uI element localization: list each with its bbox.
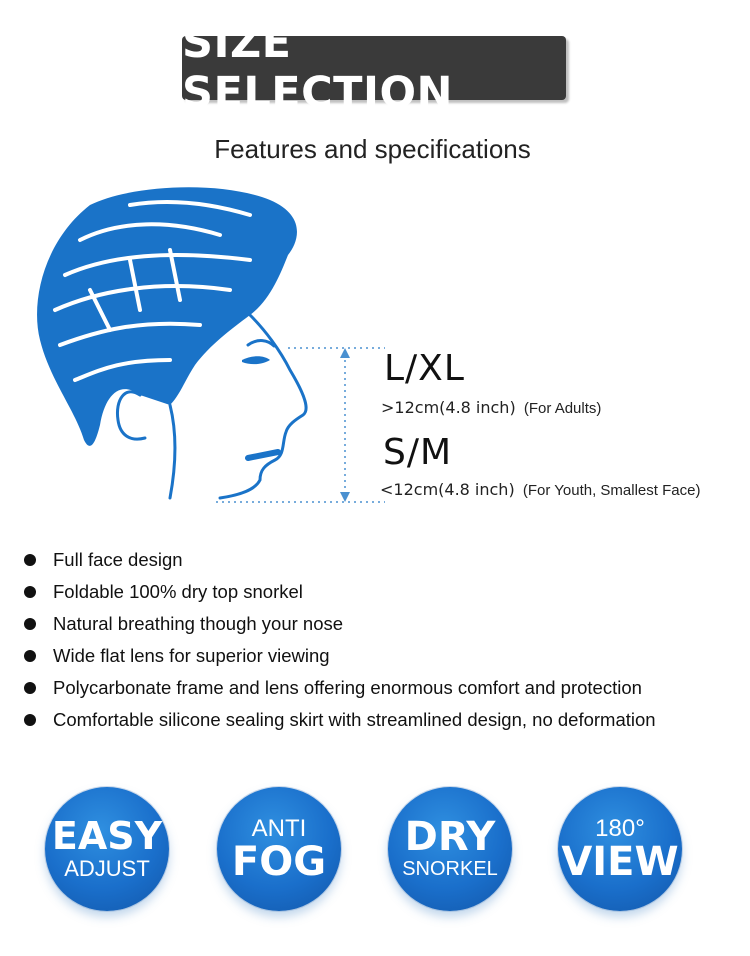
feature-item: Comfortable silicone sealing skirt with streamlined design, no deformation (24, 704, 656, 736)
bullet-icon (24, 618, 36, 630)
page-title: SIZE SELECTION (182, 18, 454, 118)
size-label-sm: S/M (383, 432, 453, 473)
size-label-lxl: L/XL (384, 348, 465, 389)
bullet-icon (24, 554, 36, 566)
feature-list (24, 544, 656, 736)
title-banner (182, 18, 566, 118)
badge-anti-fog: ANTI FOG (217, 787, 341, 911)
feature-item: Polycarbonate frame and lens offering enormous comfort and protection (24, 672, 656, 704)
badge-180-view: 180° VIEW (558, 787, 682, 911)
bullet-icon (24, 586, 36, 598)
badge-easy-adjust: EASY ADJUST (45, 787, 169, 911)
feature-item: Foldable 100% dry top snorkel (24, 576, 656, 608)
feature-item: Natural breathing though your nose (24, 608, 656, 640)
size-note-sm: (For Youth, Smallest Face) (522, 482, 701, 499)
size-measure-lxl: >12cm(4.8 inch) (381, 398, 516, 417)
head-profile-illustration (20, 180, 400, 510)
feature-item: Full face design (24, 544, 656, 576)
badge-dry-snorkel: DRY SNORKEL (388, 787, 512, 911)
subtitle: Features and specifications (214, 134, 531, 164)
bullet-icon (24, 682, 36, 694)
bullet-icon (24, 650, 36, 662)
size-detail-lxl (381, 398, 601, 417)
size-detail-sm (380, 480, 700, 499)
feature-item: Wide flat lens for superior viewing (24, 640, 656, 672)
size-note-lxl: (For Adults) (523, 400, 602, 417)
bullet-icon (24, 714, 36, 726)
size-measure-sm: <12cm(4.8 inch) (380, 480, 515, 499)
